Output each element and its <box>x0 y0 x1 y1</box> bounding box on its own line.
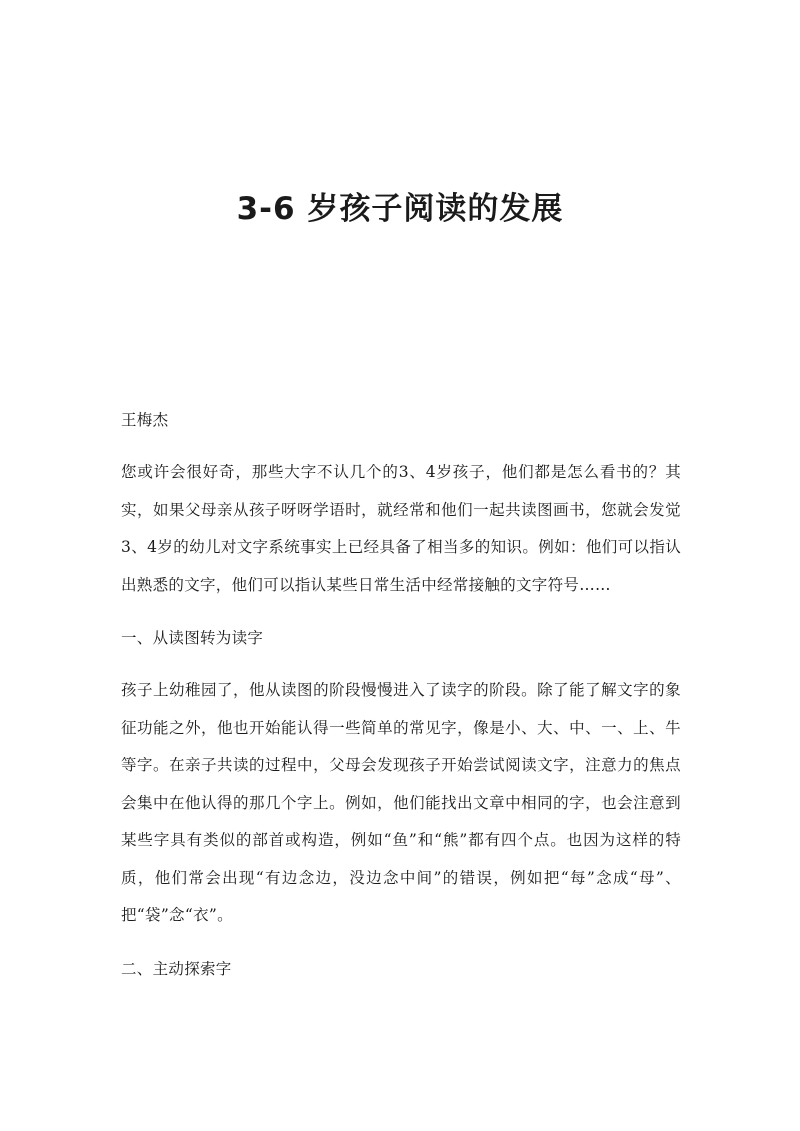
paragraph-intro: 您或许会很好奇，那些大字不认几个的3、4岁孩子，他们都是怎么看书的？其实，如果父母亲从孩子呀呀学语时，就经常和他们一起共读图画书，您就会发觉3、4岁的幼儿对文字系统事实上已经具备了相当多的知识。例如：他们可以指认出熟悉的文字，他们可以指认某些日常生活中经常接触的文字符号…… <box>121 463 681 594</box>
document-title: 3-6 岁孩子阅读的发展 <box>236 191 564 227</box>
section-heading-1: 一、从读图转为读字 <box>121 629 264 647</box>
document-body <box>121 406 681 1003</box>
paragraph-section-1: 孩子上幼稚园了，他从读图的阶段慢慢进入了读字的阶段。除了能了解文字的象征功能之外，他也开始能认得一些简单的常见字，像是小、大、中、一、上、牛等字。在亲子共读的过程中，父母会发现孩子开始尝试阅读文字，注意力的焦点会集中在他认得的那几个字上。例如，他们能找出文章中相同的字，也会注意到某些字具有类似的部首或构造，例如“鱼”和“熊”都有四个点。也因为这样的特质，他们常会出现“有边念边，没边念中间”的错误，例如把“每”念成“母”、把“袋”念“衣”。 <box>121 681 681 924</box>
author-name: 王梅杰 <box>121 411 169 429</box>
section-heading-2: 二、主动探索字 <box>121 959 232 978</box>
